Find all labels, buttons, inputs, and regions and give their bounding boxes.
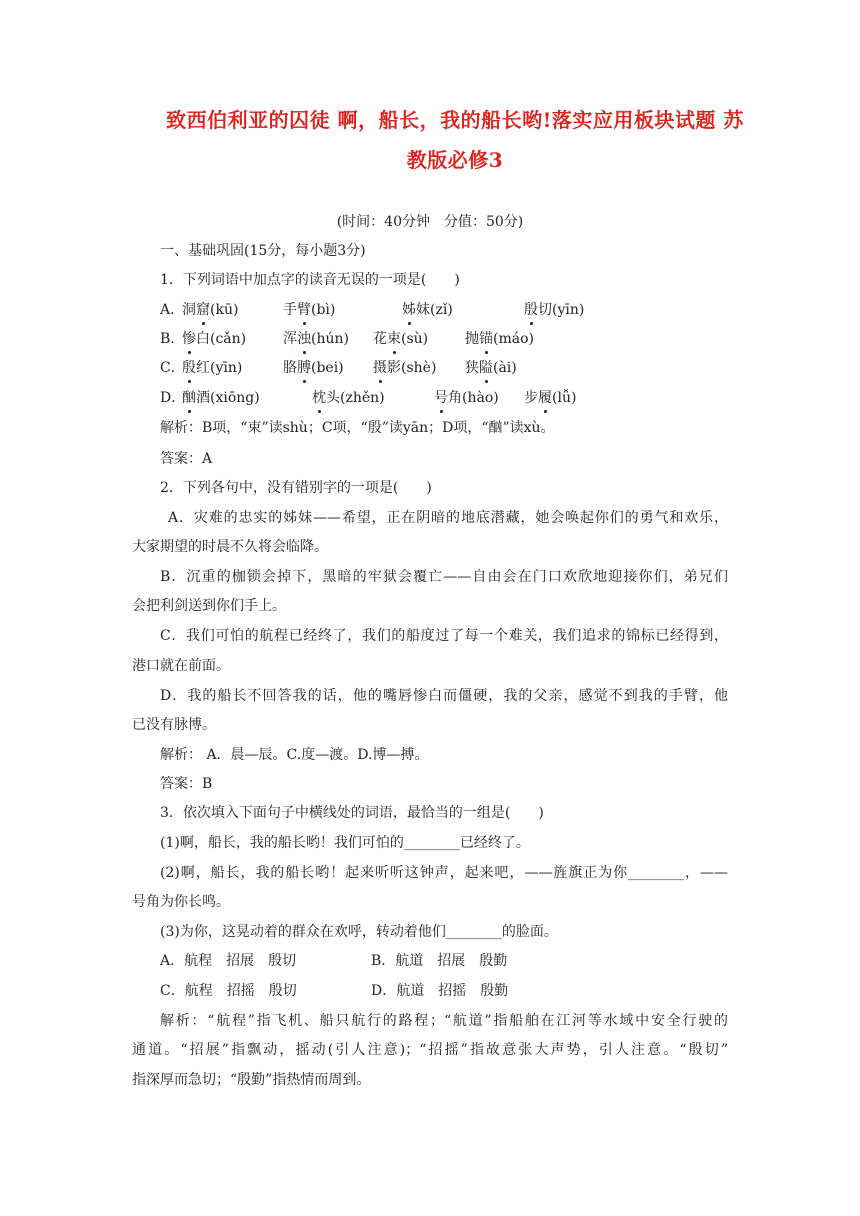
q3-option-d: D．航道 招摇 殷勤 [371,983,509,999]
q2-option-b-line2: 会把利剑送到你们手上。 [132,598,286,614]
q1-analysis: 解析：B项，“束”读shù；C项，“殷”读yān；D项，“酗”读xù。 [160,420,555,436]
q2-option-d-line2: 已没有脉博。 [132,717,216,733]
q3-stem: 3．依次填入下面句子中横线处的词语，最恰当的一组是( ) [160,805,544,821]
q3-sentence-3: (3)为你，这晃动着的群众在欢呼，转动着他们________的脸面。 [160,924,558,940]
q3-sentence-2-line1: (2)啊，船长，我的船长哟！起来听听这钟声，起来吧，——旌旗正为你________，—— [160,865,728,881]
section-heading: 一、基础巩固(15分，每小题3分) [160,243,366,259]
document-page: 致西伯利亚的囚徒 啊，船长，我的船长哟!落实应用板块试题 苏 教版必修3 (时间：40分钟 分值：50分) 一、基础巩固(15分，每小题3分) 1．下列词语中加点字的读音无误的一项是( ) A． 洞窟(kū) 手臂(bì) 姊妹(zǐ) 殷切(yīn) B． 惨白(cǎn) 浑浊(hún) 花束(sù) 抛锚(máo) C． 殷红(yīn) 胳膊(bei) 摄影(shè) 狭隘(ài) D． 酗酒(xiōng) 枕头(zhěn) 号角(hào) 步履(lǚ) 解析：B项，“束”读shù；C项，“殷”读yān；D项，“酗”读xù。 答案：A 2．下列各句中，没有错别字的一项是( ) A．灾难的忠实的姊妹——希望，正在阴暗的地底潜藏，她会唤起你们的勇气和欢乐， 大家期望的时晨不久将会临降。 B．沉重的枷锁会掉下，黑暗的牢狱会覆亡——自由会在门口欢欣地迎接你们，弟兄们 会把利剑送到你们手上。 C．我们可怕的航程已经终了，我们的船度过了每一个难关，我们追求的锦标已经得到， 港口就在前面。 D．我的船长不回答我的话，他的嘴唇惨白而僵硬，我的父亲，感觉不到我的手臂，他 已没有脉博。 解析： A．晨—辰。C.度—渡。D.博—搏。 答案：B 3．依次填入下面句子中横线处的词语，最恰当的一组是( ) (1)啊，船长，我的船长哟！我们可怕的________已经终了。 (2)啊，船长，我的船长哟！起来听听这钟声，起来吧，——旌旗正为你________，—— 号角为你长鸣。 (3)为你，这晃动着的群众在欢呼，转动着他们________的脸面。 A．航程 招展 殷切 B．航道 招展 殷勤 C．航程 招摇 殷切 D．航道 招摇 殷勤 解析：“航程”指飞机、船只航行的路程；“航道”指船舶在江河等水域中安全行驶的 通道。“招展”指飘动，摇动(引人注意)；“招摇”指故意张大声势，引人注意。“殷切” 指深厚而急切；“殷勤”指热情而周到。 [0,0,860,1216]
q2-option-c-line2: 港口就在前面。 [132,658,230,674]
q1-option-a: A． [160,302,185,318]
q1-option-b: B． [160,331,185,347]
q3-sentence-1: (1)啊，船长，我的船长哟！我们可怕的________已经终了。 [160,835,530,851]
q2-option-c-line1: C．我们可怕的航程已经终了，我们的船度过了每一个难关，我们追求的锦标已经得到， [160,628,728,644]
title-line-2: 教版必修3 [406,148,504,172]
q3-analysis-line1: 解析：“航程”指飞机、船只航行的路程；“航道”指船舶在江河等水域中安全行驶的 [160,1013,728,1029]
exam-meta: (时间：40分钟 分值：50分) [336,214,524,230]
q2-option-d-line1: D．我的船长不回答我的话，他的嘴唇惨白而僵硬，我的父亲，感觉不到我的手臂，他 [160,688,728,704]
q1-answer: 答案：A [160,451,213,467]
q1-stem: 1．下列词语中加点字的读音无误的一项是( ) [160,272,460,288]
q3-sentence-2-line2: 号角为你长鸣。 [132,894,230,910]
q3-analysis-line2: 通道。“招展”指飘动，摇动(引人注意)；“招摇”指故意张大声势，引人注意。“殷切” [132,1042,728,1058]
title-line-1: 致西伯利亚的囚徒 啊，船长，我的船长哟!落实应用板块试题 苏 [166,108,744,132]
q1-option-c: C． [160,360,185,376]
q3-analysis-line3: 指深厚而急切；“殷勤”指热情而周到。 [132,1072,371,1088]
q3-option-b: B．航道 招展 殷勤 [371,953,508,969]
q1-option-d: D． [160,390,186,406]
document-title [150,100,760,180]
q2-option-b-line1: B．沉重的枷锁会掉下，黑暗的牢狱会覆亡——自由会在门口欢欣地迎接你们，弟兄们 [160,569,728,585]
q3-option-c: C．航程 招摇 殷切 [160,983,297,999]
q3-option-a: A．航程 招展 殷切 [160,953,297,969]
q2-option-a-line2: 大家期望的时晨不久将会临降。 [132,539,328,555]
q2-answer: 答案：B [160,776,213,792]
q2-stem: 2．下列各句中，没有错别字的一项是( ) [160,480,432,496]
q2-analysis: 解析： A．晨—辰。C.度—渡。D.博—搏。 [160,747,429,763]
q2-option-a-line1: A．灾难的忠实的姊妹——希望，正在阴暗的地底潜藏，她会唤起你们的勇气和欢乐， [168,510,728,526]
